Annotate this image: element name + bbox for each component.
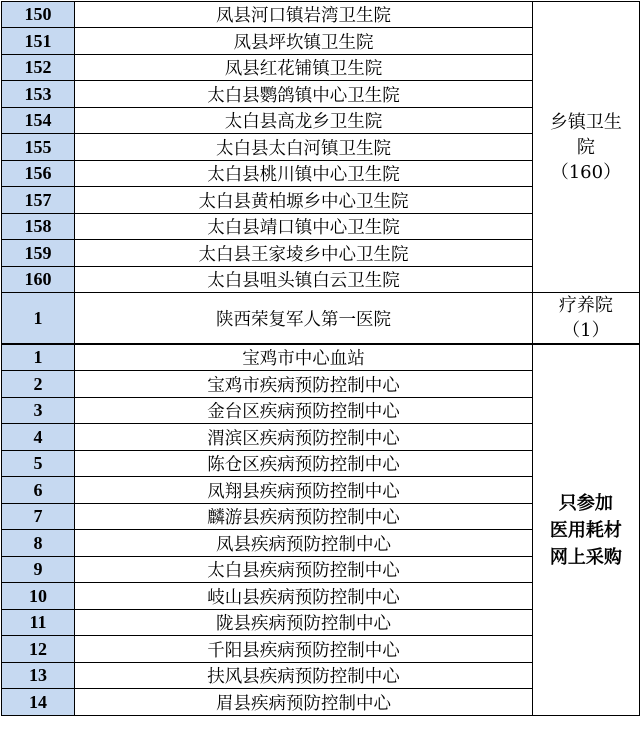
institution-name-cell[interactable]: 金台区疾病预防控制中心: [75, 398, 533, 424]
institution-name-cell[interactable]: 陇县疾病预防控制中心: [75, 610, 533, 636]
institution-name-cell[interactable]: 太白县咀头镇白云卫生院: [75, 267, 533, 293]
institution-name-cell[interactable]: 凤县疾病预防控制中心: [75, 530, 533, 557]
category-line: 乡镇卫生: [549, 111, 622, 133]
row-number-cell[interactable]: 153: [2, 81, 75, 108]
row-number-cell[interactable]: 9: [2, 557, 75, 583]
institution-name-cell[interactable]: 太白县高龙乡卫生院: [75, 108, 533, 134]
category-line: 网上采购: [549, 546, 622, 568]
row-number-cell[interactable]: 7: [2, 504, 75, 530]
table-row: [2, 344, 640, 371]
row-number-cell[interactable]: 10: [2, 583, 75, 610]
institution-name-cell[interactable]: 太白县黄柏塬乡中心卫生院: [75, 187, 533, 214]
institution-name-cell[interactable]: 太白县疾病预防控制中心: [75, 557, 533, 583]
row-number-cell[interactable]: 2: [2, 371, 75, 398]
institution-name-cell[interactable]: 凤县河口镇岩湾卫生院: [75, 2, 533, 28]
row-number-cell[interactable]: 151: [2, 28, 75, 55]
institution-name-cell[interactable]: 凤县坪坎镇卫生院: [75, 28, 533, 55]
category-line: 只参加: [558, 492, 613, 514]
institution-name-cell[interactable]: 岐山县疾病预防控制中心: [75, 583, 533, 610]
institution-table: [1, 1, 640, 716]
row-number-cell[interactable]: 1: [2, 293, 75, 345]
institution-name-cell[interactable]: 太白县太白河镇卫生院: [75, 134, 533, 161]
category-cell-consumables-only[interactable]: [532, 344, 639, 716]
row-number-cell[interactable]: 150: [2, 2, 75, 28]
category-cell-township[interactable]: [532, 2, 639, 293]
category-line: 医用耗材: [549, 519, 622, 541]
row-number-cell[interactable]: 157: [2, 187, 75, 214]
category-line: 院: [576, 136, 595, 158]
institution-name-cell[interactable]: 太白县鹦鸽镇中心卫生院: [75, 81, 533, 108]
row-number-cell[interactable]: 3: [2, 398, 75, 424]
category-line: （1）: [562, 320, 610, 341]
institution-name-cell[interactable]: 宝鸡市中心血站: [75, 344, 533, 371]
row-number-cell[interactable]: 152: [2, 55, 75, 81]
institution-name-cell[interactable]: 宝鸡市疾病预防控制中心: [75, 371, 533, 398]
row-number-cell[interactable]: 155: [2, 134, 75, 161]
row-number-cell[interactable]: 4: [2, 424, 75, 451]
institution-name-cell[interactable]: 凤县红花铺镇卫生院: [75, 55, 533, 81]
institution-name-cell[interactable]: 太白县桃川镇中心卫生院: [75, 161, 533, 187]
institution-name-cell[interactable]: 陈仓区疾病预防控制中心: [75, 451, 533, 477]
institution-name-cell[interactable]: 太白县靖口镇中心卫生院: [75, 214, 533, 240]
row-number-cell[interactable]: 5: [2, 451, 75, 477]
row-number-cell[interactable]: 8: [2, 530, 75, 557]
row-number-cell[interactable]: 13: [2, 663, 75, 689]
row-number-cell[interactable]: 160: [2, 267, 75, 293]
row-number-cell[interactable]: 12: [2, 636, 75, 663]
table-row: [2, 293, 640, 345]
row-number-cell[interactable]: 158: [2, 214, 75, 240]
row-number-cell[interactable]: 154: [2, 108, 75, 134]
row-number-cell[interactable]: 156: [2, 161, 75, 187]
institution-name-cell[interactable]: 凤翔县疾病预防控制中心: [75, 477, 533, 504]
institution-name-cell[interactable]: 千阳县疾病预防控制中心: [75, 636, 533, 663]
category-cell-sanatorium[interactable]: [532, 293, 639, 345]
institution-name-cell[interactable]: 麟游县疾病预防控制中心: [75, 504, 533, 530]
table-row: [2, 2, 640, 28]
institution-name-cell[interactable]: 眉县疾病预防控制中心: [75, 689, 533, 716]
institution-name-cell[interactable]: 太白县王家堎乡中心卫生院: [75, 240, 533, 267]
row-number-cell[interactable]: 11: [2, 610, 75, 636]
institution-name-cell[interactable]: 扶风县疾病预防控制中心: [75, 663, 533, 689]
institution-name-cell[interactable]: 渭滨区疾病预防控制中心: [75, 424, 533, 451]
row-number-cell[interactable]: 159: [2, 240, 75, 267]
row-number-cell[interactable]: 1: [2, 344, 75, 371]
category-line: （160）: [550, 161, 622, 183]
category-line: 疗养院: [558, 295, 613, 316]
institution-name-cell[interactable]: 陕西荣复军人第一医院: [75, 293, 533, 345]
row-number-cell[interactable]: 14: [2, 689, 75, 716]
row-number-cell[interactable]: 6: [2, 477, 75, 504]
